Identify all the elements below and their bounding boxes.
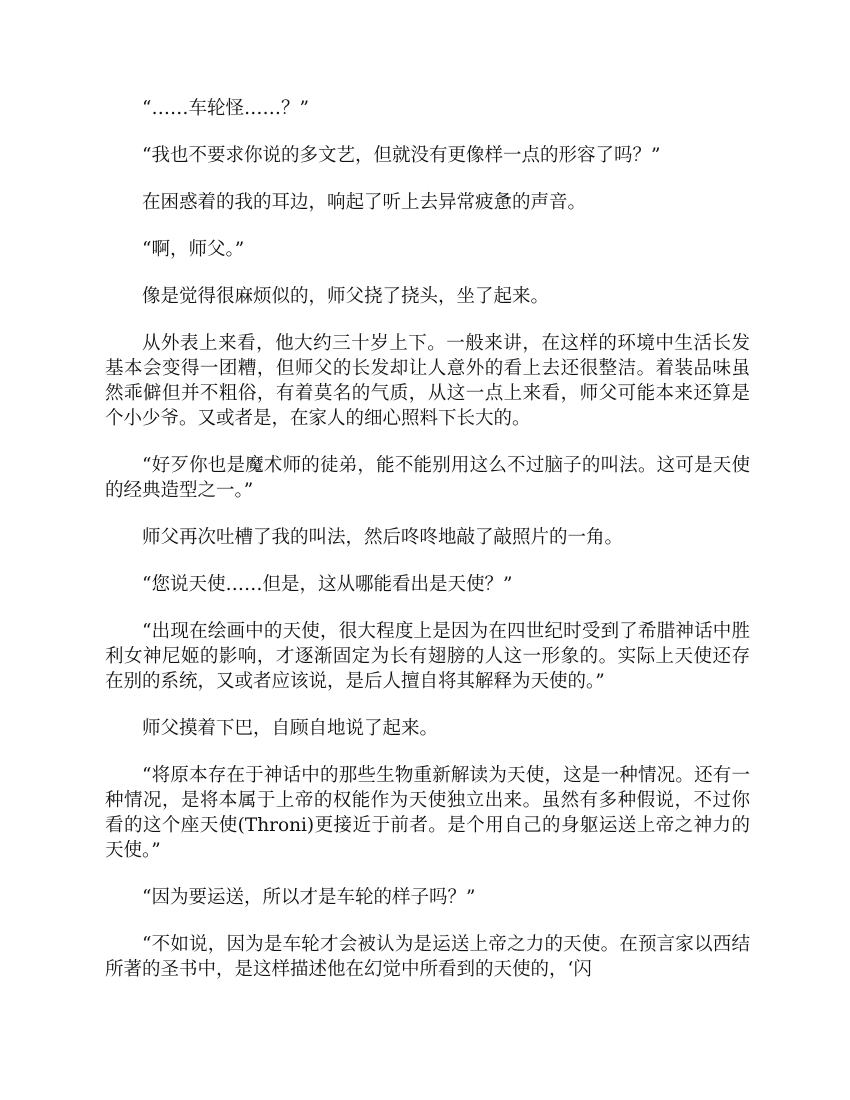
paragraph: 师父再次吐槽了我的叫法，然后咚咚地敲了敲照片的一角。	[142, 527, 624, 548]
paragraph: 从外表上来看，他大约三十岁上下。一般来讲，在这样的环境中生活长发基本会变得一团糟，但师父的长发却让人意外的看上去还很整洁。着装品味虽然乖僻但并不粗俗，有着莫名的气质，从这一点上来看，师父可能本来还算是个小少爷。又或者是，在家人的细心照料下长大的。	[105, 333, 750, 429]
paragraph: “出现在绘画中的天使，很大程度上是因为在四世纪时受到了希腊神话中胜利女神尼姬的影响，才逐渐固定为长有翅膀的人这一形象的。实际上天使还存在别的系统，又或者应该说，是后人擅自将其解释为天使的。”	[105, 621, 750, 692]
paragraph: “我也不要求你说的多文艺，但就没有更像样一点的形容了吗？”	[142, 145, 661, 166]
paragraph: “因为要运送，所以才是车轮的样子吗？”	[142, 887, 476, 908]
paragraph: 像是觉得很麻烦似的，师父挠了挠头，坐了起来。	[142, 286, 550, 307]
paragraph: 在困惑着的我的耳边，响起了听上去异常疲惫的声音。	[142, 192, 587, 213]
paragraph: 师父摸着下巴，自顾自地说了起来。	[142, 718, 439, 739]
paragraph: “不如说，因为是车轮才会被认为是运送上帝之力的天使。在预言家以西结所著的圣书中，是这样描述他在幻觉中所看到的天使的，‘闪	[105, 934, 750, 980]
paragraph: “您说天使……但是，这从哪能看出是天使？”	[142, 574, 513, 595]
paragraph: “……车轮怪……？”	[142, 98, 309, 119]
paragraph: “将原本存在于神话中的那些生物重新解读为天使，这是一种情况。还有一种情况，是将本属于上帝的权能作为天使独立出来。虽然有多种假说，不过你看的这个座天使(Throni)更接近于前者。是个用自己的身躯运送上帝之神力的天使。”	[105, 765, 750, 861]
paragraph: “好歹你也是魔术师的徒弟，能不能别用这么不过脑子的叫法。这可是天使的经典造型之一。”	[105, 455, 750, 501]
document-page	[105, 96, 750, 1004]
paragraph: “啊，师父。”	[142, 239, 245, 260]
